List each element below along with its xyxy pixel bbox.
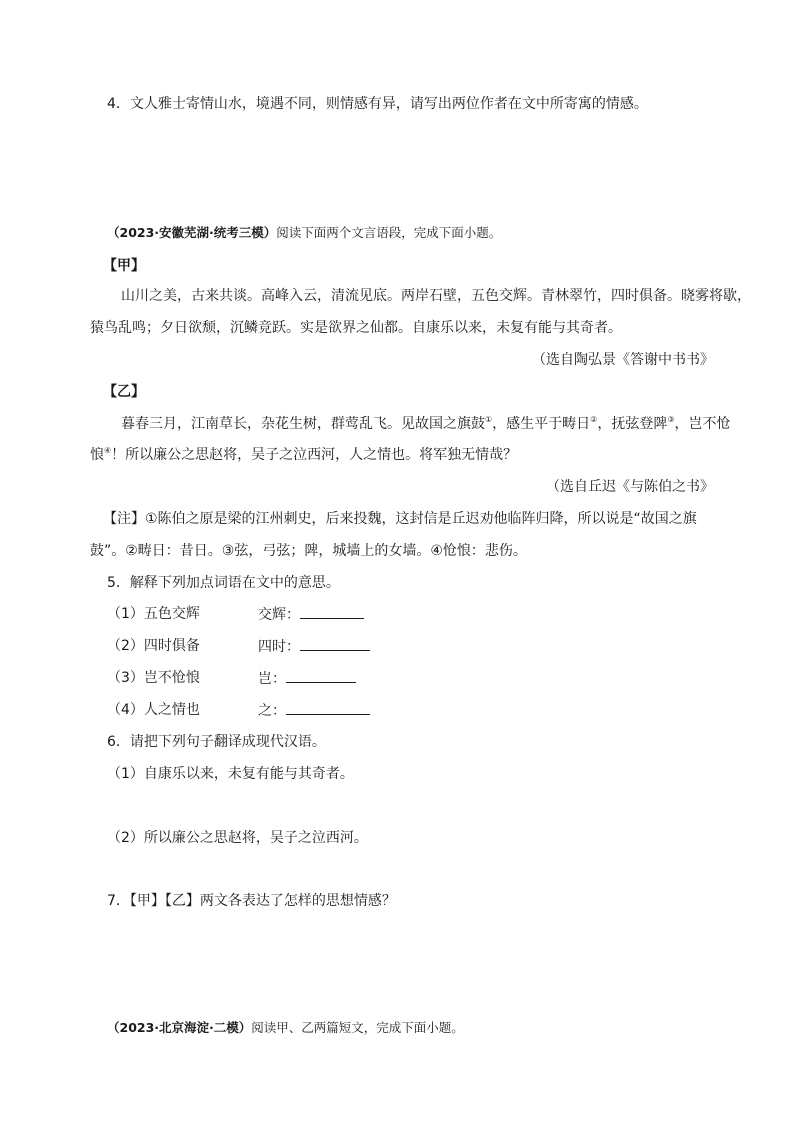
question-6-sentence-2: （2）所以廉公之思赵将，吴子之泣西河。 [107, 830, 368, 846]
notes-line-2: 鼓”。②畴日：昔日。③弦，弓弦；陴，城墙上的女墙。④怆悢：悲伤。 [90, 543, 527, 559]
section-2-intro: 阅读甲、乙两篇短文，完成下面小题。 [251, 1020, 464, 1035]
jia-citation: （选自陶弘景《答谢中书书》 [532, 352, 714, 368]
footnote-marker-3: ③ [667, 415, 675, 424]
q5-item-1 [107, 604, 200, 624]
question-5-title: 5．解释下列加点词语在文中的意思。 [107, 575, 340, 591]
yi-text-line-1 [121, 414, 731, 434]
yi-text-part: 悢 [90, 447, 104, 463]
q5-answer-3[interactable] [258, 668, 356, 689]
question-6-sentence-1: （1）自康乐以来，未复有能与其奇者。 [107, 766, 354, 782]
yi-text-line-2 [90, 445, 517, 465]
notes-line-1: 【注】①陈伯之原是梁的江州刺史，后来投魏，这封信是丘迟劝他临阵归降，所以说是“故国之旗 [103, 511, 697, 527]
yi-text-part: 暮春三月，江南草长，杂花生树，群莺乱飞。见故国之旗鼓 [121, 416, 485, 432]
q5-item-3 [107, 668, 200, 688]
answer-blank[interactable] [286, 668, 356, 683]
item-number: （1） [107, 606, 144, 622]
answer-blank[interactable] [286, 700, 370, 715]
item-word: 之： [258, 703, 286, 719]
question-4: 4．文人雅士寄情山水，境遇不同，则情感有异，请写出两位作者在文中所寄寓的情感。 [107, 96, 648, 112]
yi-text-part: ，抚弦登陴 [597, 416, 668, 432]
footnote-marker-4: ④ [104, 446, 112, 455]
section-1-intro: 阅读下面两个文言语段，完成下面小题。 [276, 225, 502, 240]
q5-answer-1[interactable] [258, 604, 364, 625]
item-word: 四时： [258, 639, 300, 655]
q5-item-2 [107, 636, 200, 656]
q5-answer-2[interactable] [258, 636, 370, 657]
item-phrase: 岂不怆悢 [143, 670, 200, 686]
yi-text-part: ，感生平于畴日 [492, 416, 591, 432]
section-1-source: （2023·安徽芜湖·统考三模） [107, 225, 277, 240]
yi-label: 【乙】 [103, 384, 145, 400]
question-7: 7．【甲】【乙】两文各表达了怎样的思想情感？ [107, 893, 396, 909]
yi-citation: （选自丘迟《与陈伯之书》 [546, 479, 714, 495]
jia-label: 【甲】 [103, 258, 145, 274]
item-number: （3） [107, 670, 144, 686]
section-2-source: （2023·北京海淀·二模） [107, 1020, 252, 1035]
item-phrase: 四时俱备 [143, 638, 200, 654]
yi-text-part: ，岂不怆 [674, 416, 731, 432]
question-6-title: 6．请把下列句子翻译成现代汉语。 [107, 734, 326, 750]
item-phrase: 五色交辉 [143, 606, 200, 622]
answer-blank[interactable] [300, 636, 370, 651]
item-number: （4） [107, 702, 144, 718]
jia-text-line-2: 猿鸟乱鸣；夕日欲颓，沉鳞竞跃。实是欲界之仙都。自康乐以来，未复有能与其奇者。 [90, 320, 622, 336]
answer-blank[interactable] [300, 604, 364, 619]
q5-answer-4[interactable] [258, 700, 370, 721]
yi-text-part: ！所以廉公之思赵将，吴子之泣西河，人之情也。将军独无情哉？ [111, 447, 518, 463]
item-phrase: 人之情也 [143, 702, 200, 718]
jia-text-line-1: 山川之美，古来共谈。高峰入云，清流见底。两岸石壁，五色交辉。青林翠竹，四时俱备。晓雾将歇， [121, 288, 751, 304]
item-word: 交辉： [258, 607, 300, 623]
q5-item-4 [107, 700, 200, 720]
footnote-marker-2: ② [590, 415, 598, 424]
section-2-heading [107, 1018, 464, 1038]
footnote-marker-1: ① [485, 415, 493, 424]
item-number: （2） [107, 638, 144, 654]
section-1-heading [107, 223, 501, 243]
item-word: 岂： [258, 671, 286, 687]
